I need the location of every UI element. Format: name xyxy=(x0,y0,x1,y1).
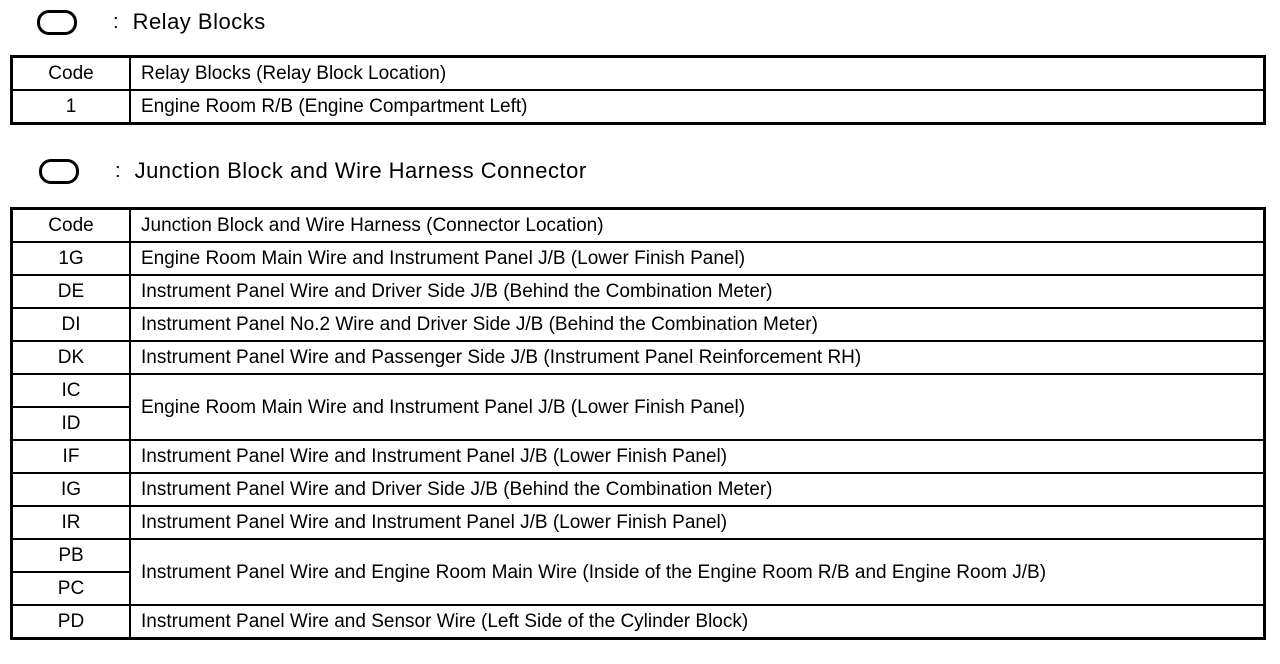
row-code: DI xyxy=(12,308,131,341)
header-description: Relay Blocks (Relay Block Location) xyxy=(130,57,1265,91)
relay-blocks-heading xyxy=(37,9,266,35)
row-description: Instrument Panel Wire and Instrument Panel J/B (Lower Finish Panel) xyxy=(130,506,1265,539)
row-code: PB xyxy=(12,539,131,572)
relay-blocks-table xyxy=(10,55,1266,125)
table-row xyxy=(12,90,1265,124)
relay-block-symbol-icon xyxy=(37,10,77,35)
row-description: Instrument Panel Wire and Engine Room Main Wire (Inside of the Engine Room R/B and Engine Room J/B) xyxy=(130,539,1265,605)
table-row xyxy=(12,605,1265,639)
junction-heading-colon: : xyxy=(115,159,121,182)
header-code: Code xyxy=(12,209,131,243)
row-code: DK xyxy=(12,341,131,374)
row-description: Instrument Panel Wire and Sensor Wire (Left Side of the Cylinder Block) xyxy=(130,605,1265,639)
row-description: Instrument Panel Wire and Driver Side J/B (Behind the Combination Meter) xyxy=(130,473,1265,506)
header-code: Code xyxy=(12,57,131,91)
row-code: IR xyxy=(12,506,131,539)
row-code: PC xyxy=(12,572,131,605)
row-code: 1G xyxy=(12,242,131,275)
row-code: 1 xyxy=(12,90,131,124)
row-description: Engine Room R/B (Engine Compartment Left) xyxy=(130,90,1265,124)
row-code: IG xyxy=(12,473,131,506)
row-description: Instrument Panel No.2 Wire and Driver Side J/B (Behind the Combination Meter) xyxy=(130,308,1265,341)
table-row xyxy=(12,308,1265,341)
row-code: DE xyxy=(12,275,131,308)
row-code: ID xyxy=(12,407,131,440)
table-row xyxy=(12,539,1265,572)
row-description: Instrument Panel Wire and Driver Side J/B (Behind the Combination Meter) xyxy=(130,275,1265,308)
junction-heading-title: Junction Block and Wire Harness Connector xyxy=(134,158,587,183)
table-row xyxy=(12,506,1265,539)
table-row xyxy=(12,242,1265,275)
row-code: IF xyxy=(12,440,131,473)
junction-block-heading xyxy=(39,158,587,184)
table-row xyxy=(12,275,1265,308)
relay-heading-colon: : xyxy=(113,10,119,33)
table-row xyxy=(12,374,1265,407)
header-description: Junction Block and Wire Harness (Connector Location) xyxy=(130,209,1265,243)
table-header-row xyxy=(12,57,1265,91)
relay-heading-title: Relay Blocks xyxy=(132,9,266,34)
row-code: IC xyxy=(12,374,131,407)
table-header-row xyxy=(12,209,1265,243)
table-row xyxy=(12,341,1265,374)
row-description: Engine Room Main Wire and Instrument Panel J/B (Lower Finish Panel) xyxy=(130,374,1265,440)
row-code: PD xyxy=(12,605,131,639)
junction-block-symbol-icon xyxy=(39,159,79,184)
table-row xyxy=(12,473,1265,506)
row-description: Engine Room Main Wire and Instrument Panel J/B (Lower Finish Panel) xyxy=(130,242,1265,275)
junction-block-table xyxy=(10,207,1266,640)
row-description: Instrument Panel Wire and Passenger Side J/B (Instrument Panel Reinforcement RH) xyxy=(130,341,1265,374)
table-row xyxy=(12,440,1265,473)
row-description: Instrument Panel Wire and Instrument Panel J/B (Lower Finish Panel) xyxy=(130,440,1265,473)
